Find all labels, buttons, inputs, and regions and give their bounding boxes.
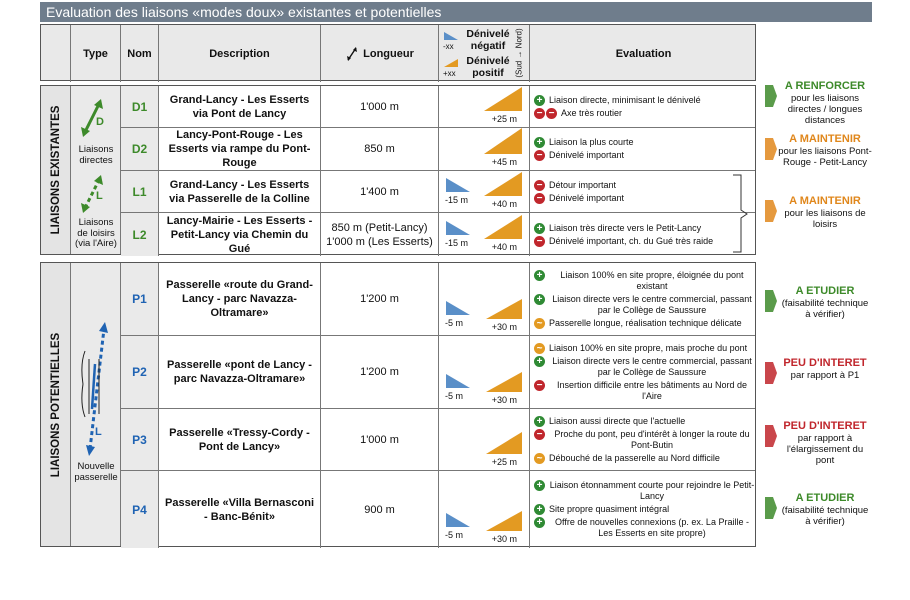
- header-description: Description: [159, 25, 321, 82]
- minus-icon: −: [534, 429, 545, 440]
- length-arrow-icon: [345, 46, 359, 62]
- evaluation-item: [534, 294, 755, 316]
- positive-slope-triangle: [483, 86, 523, 112]
- positive-slope-triangle: [485, 371, 523, 393]
- plus-icon: +: [534, 356, 545, 367]
- denivele-graphic: [439, 213, 529, 256]
- minus-icon: −: [534, 380, 545, 391]
- minus-icon: −: [534, 150, 545, 161]
- row-length: 1'200 m: [321, 263, 439, 335]
- table-row: [121, 336, 755, 409]
- direct-arrow-icon: [79, 98, 109, 138]
- header-type: Type: [71, 25, 121, 82]
- row-length-text: 850 m (Petit-Lancy) 1'000 m (Les Esserts): [326, 221, 433, 248]
- plus-icon: +: [534, 504, 545, 515]
- row-length: 1'000 m: [321, 409, 439, 470]
- evaluation-text: Liaison très directe vers le Petit-Lancy: [549, 222, 702, 233]
- negative-value: -15 m: [445, 238, 469, 248]
- evaluation-text: Détour important: [549, 179, 617, 190]
- evaluation-item: [534, 108, 755, 119]
- evaluation-text: Proche du pont, peu d'intérêt à longer la route du Pont-Butin: [554, 428, 750, 450]
- positive-slope-triangle: [483, 214, 523, 240]
- row-length: 900 m: [321, 471, 439, 548]
- negative-value: -5 m: [445, 530, 463, 540]
- row-denivele: [439, 263, 530, 335]
- header-den-pos: Dénivelé positif: [466, 55, 510, 79]
- evaluation-item: [534, 150, 755, 161]
- evaluation-item: [534, 429, 755, 451]
- positive-value: +25 m: [491, 457, 517, 467]
- row-description: Passerelle «Villa Bernasconi - Banc-Bénit»: [159, 471, 321, 548]
- row-length: 850 m: [321, 128, 439, 170]
- recommendation-1: [762, 133, 872, 168]
- evaluation-text: Liaison 100% en site propre, mais proche du pont: [549, 342, 748, 353]
- new-passerelle-arrow-icon: [76, 319, 116, 469]
- recommendation-head: PEU D'INTERET: [783, 420, 867, 432]
- evaluation-item: [534, 453, 755, 464]
- evaluation-item: [534, 95, 755, 106]
- evaluation-text: Liaison aussi directe que l'actuelle: [549, 415, 686, 426]
- positive-value: +30 m: [491, 395, 517, 405]
- type-column-existantes: [71, 86, 121, 254]
- recommendation-marker-icon: [764, 496, 778, 520]
- plus-icon: +: [534, 223, 545, 234]
- denivele-graphic: [439, 471, 529, 548]
- recommendation-sub: par rapport à P1: [790, 370, 860, 381]
- positive-value: +25 m: [491, 114, 517, 124]
- section-existantes: [40, 85, 756, 255]
- positive-value: +40 m: [491, 242, 517, 252]
- evaluation-item: [534, 517, 755, 539]
- recommendation-marker-icon: [764, 84, 778, 108]
- positive-slope-triangle: [485, 298, 523, 320]
- evaluation-item: [534, 318, 755, 329]
- row-evaluation: [530, 471, 755, 548]
- evaluation-item: [534, 356, 755, 378]
- evaluation-item: [534, 180, 755, 191]
- positive-slope-triangle: [483, 171, 523, 197]
- denivele-graphic: [439, 86, 529, 127]
- row-description: Lancy-Mairie - Les Esserts - Petit-Lancy via Chemin du Gué: [159, 213, 321, 256]
- minus-icon: −: [534, 193, 545, 204]
- positive-value: +30 m: [491, 534, 517, 544]
- row-evaluation: [530, 128, 755, 170]
- evaluation-text: Liaison étonnamment courte pour rejoindre le Petit-Lancy: [549, 480, 755, 501]
- row-length: 1'400 m: [321, 171, 439, 212]
- evaluation-text: Axe très routier: [561, 107, 623, 118]
- header-evaluation: Evaluation: [615, 47, 672, 60]
- page-title: Evaluation des liaisons «modes doux» existantes et potentielles: [40, 2, 872, 22]
- header-neg-tick: -xx: [443, 42, 454, 51]
- type-l-label: Liaisons de loisirs (via l'Aire): [75, 217, 117, 249]
- header-orientation: (Sud → Nord): [514, 28, 524, 78]
- row-length: 1'200 m: [321, 336, 439, 408]
- evaluation-text: Liaison la plus courte: [549, 137, 634, 147]
- table-row: [121, 471, 755, 548]
- negative-slope-icon: [443, 31, 459, 41]
- evaluation-item: [534, 223, 755, 234]
- recommendation-head: A ETUDIER: [795, 285, 855, 297]
- row-description: Grand-Lancy - Les Esserts via Passerelle de la Colline: [159, 171, 321, 212]
- recommendation-2: [762, 195, 872, 230]
- plus-icon: +: [534, 416, 545, 427]
- recommendation-0: [762, 80, 872, 126]
- table-row: [121, 213, 755, 256]
- row-name: D1: [121, 86, 159, 127]
- row-denivele: [439, 213, 530, 256]
- row-description: Passerelle «route du Grand-Lancy - parc Navazza-Oltramare»: [159, 263, 321, 335]
- row-description: Grand-Lancy - Les Esserts via Pont de Lancy: [159, 86, 321, 127]
- row-length: 1'000 m: [321, 86, 439, 127]
- recommendation-head: A ETUDIER: [795, 492, 855, 504]
- plus-icon: +: [534, 480, 545, 491]
- tilde-icon: ~: [534, 453, 545, 464]
- row-denivele: [439, 336, 530, 408]
- denivele-graphic: [439, 128, 529, 170]
- recommendation-head: A MAINTENIR: [789, 133, 861, 145]
- row-length: [321, 213, 439, 256]
- row-denivele: [439, 471, 530, 548]
- evaluation-item: [534, 343, 755, 354]
- recommendation-3: [762, 285, 872, 320]
- type-d-label: Liaisons directes: [78, 144, 114, 166]
- denivele-graphic: [439, 409, 529, 470]
- row-denivele: [439, 128, 530, 170]
- row-evaluation: [530, 336, 755, 408]
- denivele-graphic: [439, 263, 529, 335]
- row-evaluation: [530, 263, 755, 335]
- evaluation-item: [534, 480, 755, 502]
- recommendation-marker-icon: [764, 289, 778, 313]
- plus-icon: +: [534, 270, 545, 281]
- negative-value: -5 m: [445, 318, 463, 328]
- section-label-potentielles: LIAISONS POTENTIELLES: [41, 263, 71, 546]
- evaluation-text: Insertion difficile entre les bâtiments au Nord de l'Aire: [557, 379, 747, 401]
- type-column-potentielles: [71, 263, 121, 546]
- table-row: [121, 409, 755, 471]
- plus-icon: +: [534, 517, 545, 528]
- negative-slope-triangle: [445, 177, 471, 193]
- row-name: P1: [121, 263, 159, 335]
- evaluation-text: Liaison 100% en site propre, éloignée du pont existant: [560, 269, 744, 291]
- minus-icon: −: [534, 236, 545, 247]
- evaluation-text: Liaison directe, minimisant le dénivelé: [549, 94, 701, 105]
- row-denivele: [439, 171, 530, 212]
- recommendation-sub: pour les liaisons de loisirs: [784, 208, 866, 230]
- section-label-existantes: LIAISONS EXISTANTES: [41, 86, 71, 254]
- table-header: [40, 24, 756, 81]
- evaluation-text: Dénivelé important: [549, 150, 625, 160]
- row-evaluation: [530, 86, 755, 127]
- positive-value: +30 m: [491, 322, 517, 332]
- evaluation-item: [534, 380, 755, 402]
- minus-icon: −: [534, 180, 545, 191]
- recommendation-marker-icon: [764, 137, 778, 161]
- row-evaluation: [530, 171, 755, 212]
- negative-slope-triangle: [445, 512, 471, 528]
- plus-icon: +: [534, 294, 545, 305]
- tilde-icon: ~: [534, 343, 545, 354]
- negative-slope-triangle: [445, 373, 471, 389]
- evaluation-item: [534, 137, 755, 148]
- header-denivele: [439, 25, 530, 82]
- evaluation-item: [534, 270, 755, 292]
- table-row: [121, 128, 755, 171]
- positive-slope-icon: [443, 58, 459, 68]
- row-evaluation: [530, 409, 755, 470]
- row-denivele: [439, 409, 530, 470]
- tilde-icon: ~: [534, 318, 545, 329]
- row-evaluation: [530, 213, 755, 256]
- recommendation-4: [762, 357, 872, 381]
- header-blank: [41, 25, 71, 82]
- recommendation-5: [762, 420, 872, 466]
- header-den-neg: Dénivelé négatif: [466, 28, 510, 52]
- evaluation-text: Passerelle longue, réalisation technique délicate: [549, 317, 742, 328]
- row-name: L1: [121, 171, 159, 212]
- loisirs-bracket: [731, 174, 755, 254]
- negative-value: -5 m: [445, 391, 463, 401]
- positive-slope-triangle: [483, 127, 523, 155]
- evaluation-text: Débouché de la passerelle au Nord difficile: [549, 452, 720, 463]
- row-name: P3: [121, 409, 159, 470]
- table-row: [121, 86, 755, 128]
- section-potentielles: [40, 262, 756, 547]
- recommendation-sub: (faisabilité technique à vérifier): [781, 298, 869, 320]
- type-l-letter-pot: L: [95, 426, 102, 438]
- evaluation-item: [534, 504, 755, 515]
- evaluation-text: Liaison directe vers le centre commercial, passant par le Collège de Saussure: [552, 293, 752, 315]
- row-name: L2: [121, 213, 159, 256]
- plus-icon: +: [534, 95, 545, 106]
- row-denivele: [439, 86, 530, 127]
- evaluation-text: Site propre quasiment intégral: [549, 504, 670, 514]
- header-longueur-label: Longueur: [363, 47, 414, 60]
- negative-slope-triangle: [445, 220, 471, 236]
- type-new-label: Nouvelle passerelle: [74, 461, 118, 483]
- double-minus-icon: − −: [534, 108, 557, 119]
- evaluation-item: [534, 236, 755, 247]
- row-name: P4: [121, 471, 159, 548]
- row-name: P2: [121, 336, 159, 408]
- recommendation-marker-icon: [764, 361, 778, 385]
- evaluation-text: Dénivelé important: [549, 192, 625, 203]
- recommendation-marker-icon: [764, 424, 778, 448]
- recommendation-6: [762, 492, 872, 527]
- plus-icon: +: [534, 137, 545, 148]
- recommendation-sub: pour les liaisons directes / longues distances: [787, 93, 863, 126]
- recommendation-sub: (faisabilité technique à vérifier): [781, 505, 869, 527]
- recommendation-sub: pour les liaisons Pont-Rouge - Petit-Lancy: [778, 146, 872, 168]
- denivele-graphic: [439, 171, 529, 212]
- negative-slope-triangle: [445, 300, 471, 316]
- evaluation-text: Dénivelé important, ch. du Gué très raide: [549, 235, 714, 246]
- table-row: [121, 171, 755, 213]
- type-d-letter: D: [96, 116, 104, 128]
- evaluation-text: Liaison directe vers le centre commercial, passant par le Collège de Saussure: [552, 355, 752, 377]
- header-pos-tick: +xx: [443, 69, 456, 78]
- recommendation-head: A MAINTENIR: [789, 195, 861, 207]
- table-row: [121, 263, 755, 336]
- positive-slope-triangle: [485, 431, 523, 455]
- row-description: Passerelle «Tressy-Cordy - Pont de Lancy»: [159, 409, 321, 470]
- header-longueur: [321, 25, 439, 82]
- row-description: Passerelle «pont de Lancy - parc Navazza-Oltramare»: [159, 336, 321, 408]
- denivele-graphic: [439, 336, 529, 408]
- recommendation-head: A RENFORCER: [784, 80, 866, 92]
- row-name: D2: [121, 128, 159, 170]
- header-nom: Nom: [121, 25, 159, 82]
- row-description: Lancy-Pont-Rouge - Les Esserts via rampe du Pont-Rouge: [159, 128, 321, 170]
- leisure-arrow-icon: [79, 174, 109, 214]
- type-l-letter: L: [96, 190, 103, 202]
- evaluation-item: [534, 193, 755, 204]
- evaluation-text: Offre de nouvelles connexions (p. ex. La Praille - Les Esserts en site propre): [555, 517, 749, 538]
- recommendation-marker-icon: [764, 199, 778, 223]
- evaluation-item: [534, 416, 755, 427]
- positive-value: +40 m: [491, 199, 517, 209]
- positive-value: +45 m: [491, 157, 517, 167]
- positive-slope-triangle: [485, 510, 523, 532]
- recommendation-head: PEU D'INTERET: [783, 357, 867, 369]
- negative-value: -15 m: [445, 195, 469, 205]
- recommendation-sub: par rapport à l'élargissement du pont: [786, 433, 864, 466]
